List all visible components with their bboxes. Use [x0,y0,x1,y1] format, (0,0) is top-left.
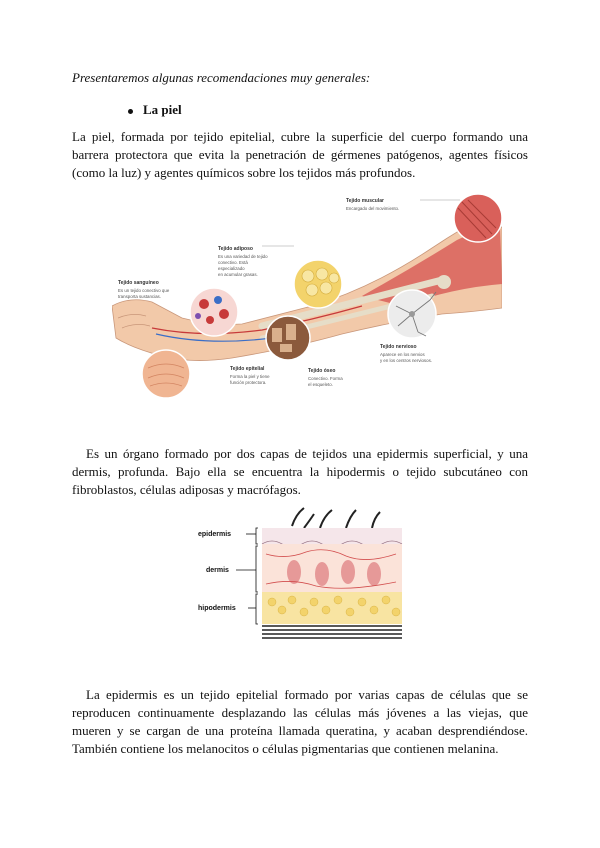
callout-adiposo [218,246,342,308]
svg-text:función protectora.: función protectora. [230,380,267,385]
muscular-title: Tejido muscular [346,198,384,204]
sanguineo-title: Tejido sanguíneo [118,280,159,286]
bullet-icon [128,109,133,114]
svg-text:en acumular grasas.: en acumular grasas. [218,272,258,277]
callout-muscular [346,194,502,242]
base-stripes [262,626,402,638]
blood-cell-image [190,288,238,336]
svg-text:Aparece en los nervios: Aparece en los nervios [380,352,425,357]
section-heading-label: La piel [143,102,182,117]
svg-text:transporta sustancias.: transporta sustancias. [118,294,161,299]
paragraph-2: Es un órgano formado por dos capas de tejidos una epidermis superficial, y una dermis, profunda. Bajo ella se encuentra la hipodermis o tejido subcutáneo con fibroblastos, células adiposas y macrófagos. [72,446,528,497]
muscular-desc: Encargado del movimiento. [346,206,400,211]
oseo-title: Tejido óseo [308,368,336,374]
svg-text:el esqueleto.: el esqueleto. [308,382,333,387]
adiposo-title: Tejido adiposo [218,246,253,252]
hairs [292,508,380,528]
svg-text:Es una variedad de tejido: Es una variedad de tejido [218,254,268,259]
paragraph-1: La piel, formada por tejido epitelial, cubre la superficie del cuerpo formando una barrera protectora que evita la penetración de gérmenes patógenos, agentes físicos (como la luz) y agentes químicos sobre los tejidos más profundos. [72,129,528,180]
svg-text:conectivo. Está: conectivo. Está [218,260,248,265]
svg-text:Forma la piel y tiene: Forma la piel y tiene [230,374,270,379]
label-epidermis: epidermis [198,531,232,538]
fat-cell-image [294,260,342,308]
svg-text:Conectivo. Forma: Conectivo. Forma [308,376,343,381]
svg-text:Es un tejido conectivo que: Es un tejido conectivo que [118,288,170,293]
svg-text:y en los centros nerviosos.: y en los centros nerviosos. [380,358,432,363]
section-heading [128,102,182,118]
label-dermis: dermis [206,567,229,574]
epitelial-title: Tejido epitelial [230,366,265,372]
intro-text: Presentaremos algunas recomendaciones muy generales: [72,70,371,85]
nervioso-title: Tejido nervioso [380,344,417,350]
muscle-cell-image [454,194,502,242]
skin-layers-figure [196,506,408,642]
epidermis-layer [262,528,402,544]
paragraph-3: La epidermis es un tejido epitelial formado por varias capas de células que se reproducen continuamente desplazando las células más jóvenes a las viejas, que mueren y se cargan de una proteína llamada queratina, y acaban desprendiéndose. También contiene los melanocitos o células pigmentarias que contienen melanina. [72,687,528,756]
svg-text:especializado: especializado [218,266,245,271]
label-hipodermis: hipodermis [198,605,236,612]
arm-tissues-figure [112,188,502,404]
